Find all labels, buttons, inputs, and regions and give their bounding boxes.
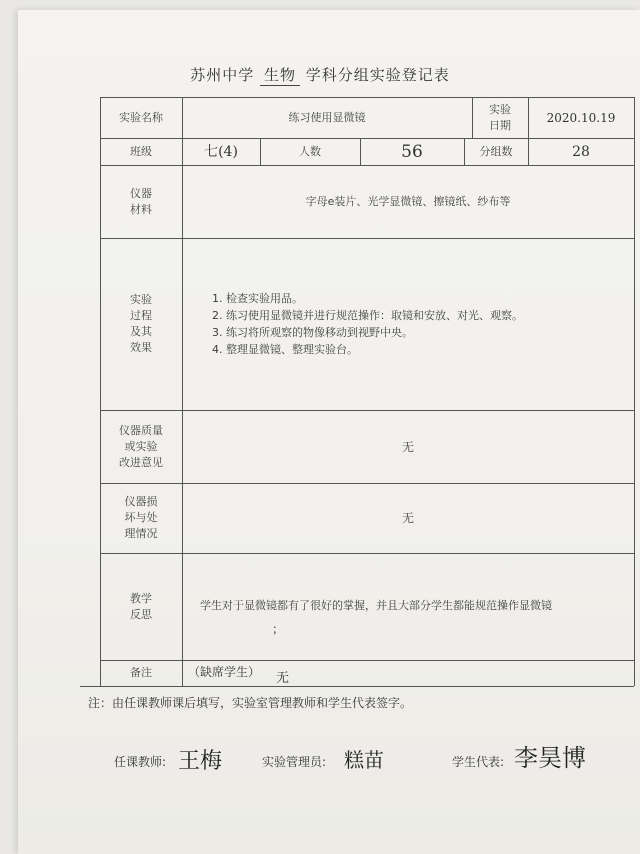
manager-label: 实验管理员:: [262, 755, 327, 769]
class-value: 七(4): [204, 143, 238, 160]
quality-value: 无: [401, 439, 414, 454]
instruments-value: 字母e装片、光学显微镜、擦镜纸、纱布等: [305, 194, 511, 208]
people-value: 56: [401, 141, 423, 162]
instruments-label: 仪器 材料: [130, 186, 152, 216]
exp-date-value: 2020.10.19: [546, 110, 616, 125]
feedback-value: 学生对于显微镜都有了很好的掌握，并且大部分学生都能规范操作显微镜: [200, 599, 552, 612]
groups-label: 分组数: [479, 144, 513, 158]
subject-fill: 生物: [260, 64, 300, 86]
teacher-signature: 王梅: [178, 749, 223, 774]
process-step: 3. 练习将所观察的物像移动到视野中央。: [212, 326, 413, 339]
footer-note: 注：由任课教师课后填写，实验室管理教师和学生代表签字。: [88, 696, 413, 710]
feedback-mark: ；: [272, 622, 285, 636]
form-title: [0, 64, 640, 86]
remark-label: 备注: [130, 666, 152, 679]
class-label: 班级: [130, 144, 152, 158]
quality-label: 仪器质量 或实验 改进意见: [119, 423, 163, 469]
feedback-label: 教学 反思: [130, 591, 152, 621]
exp-date-label: 实验 日期: [489, 102, 511, 132]
remark-paren: （缺席学生）: [188, 665, 261, 679]
damage-value: 无: [401, 511, 414, 525]
exp-name-value: 练习使用显微镜: [288, 110, 366, 124]
damage-label: 仪器损 坏与处 理情况: [124, 495, 158, 540]
process-step: 2. 练习使用显微镜并进行规范操作：取镜和安放、对光、观察。: [212, 309, 523, 322]
process-steps: [212, 290, 523, 358]
process-step: 4. 整理显微镜、整理实验台。: [212, 343, 358, 356]
process-step: 1. 检查实验用品。: [212, 292, 303, 305]
title-suffix: 学科分组实验登记表: [305, 66, 450, 84]
process-label: 实验 过程 及其 效果: [130, 293, 152, 354]
groups-value: 28: [572, 143, 590, 160]
people-label: 人数: [299, 144, 321, 158]
student-label: 学生代表:: [452, 755, 505, 769]
manager-signature: 糕苗: [344, 748, 384, 772]
exp-name-label: 实验名称: [119, 110, 163, 124]
student-signature: 李昊博: [514, 744, 586, 772]
remark-value: 无: [276, 671, 290, 686]
school-name: 苏州中学: [190, 66, 255, 84]
teacher-label: 任课教师:: [114, 755, 167, 769]
